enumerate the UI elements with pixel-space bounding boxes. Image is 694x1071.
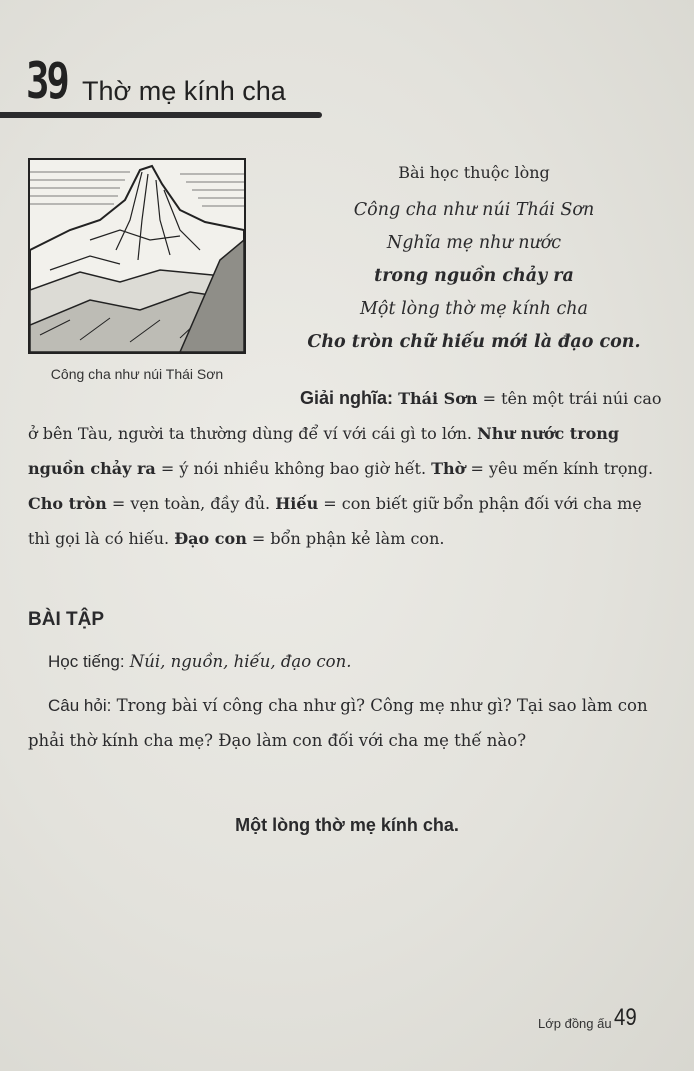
question-label: Câu hỏi: [48,696,112,715]
definition: = con biết giữ bổn phận đối với cha mẹ thì gọi là có hiếu. [28,494,642,548]
poem [268,163,680,359]
lesson-number: 39 [26,52,67,110]
learn-words [48,652,351,672]
term: Hiếu [275,494,319,513]
page-number: 49 [614,1004,637,1031]
question-paragraph [28,688,668,758]
definition: = bổn phận kẻ làm con. [246,529,445,548]
header-rule [0,112,322,118]
exercise-heading: BÀI TẬP [28,609,104,630]
definition: = yêu mến kính trọng. [465,459,654,478]
illustration-caption: Công cha như núi Thái Sơn [50,366,224,382]
poem-line: Cho tròn chữ hiếu mới là đạo con. [307,332,641,352]
poem-subtitle: Bài học thuộc lòng [398,163,550,182]
learn-words-text: Núi, nguồn, hiếu, đạo con. [124,652,352,671]
explanation-paragraph [28,381,668,556]
definition: = vẹn toàn, đầy đủ. [106,494,276,513]
definition: = tên một trái núi cao ở bên Tàu, người ta thường dùng để ví với cái gì to lớn. [28,389,662,443]
term: Như nước trong nguồn chảy ra [28,424,620,478]
poem-line: Công cha như núi Thái Sơn [353,200,595,220]
term: Đạo con [174,529,247,548]
closing-line: Một lòng thờ mẹ kính cha. [235,815,459,835]
poem-line: trong nguồn chảy ra [374,266,574,286]
lesson-title: Thờ mẹ kính cha [82,76,286,106]
learn-label: Học tiếng: [48,652,125,671]
term: Thái Sơn [398,389,478,408]
term: Cho tròn [28,494,107,513]
footer-label: Lớp đồng ấu [538,1016,612,1031]
term: Thờ [431,459,466,478]
explanation-label: Giải nghĩa: [300,388,394,408]
question-text: Trong bài ví công cha như gì? Công mẹ như gì? Tại sao làm con phải thờ kính cha mẹ? Đạo làm con đối với cha mẹ thế nào? [28,696,648,750]
definition: = ý nói nhiều không bao giờ hết. [155,459,432,478]
poem-line: Nghĩa mẹ như nước [386,233,562,253]
poem-line: Một lòng thờ mẹ kính cha [360,299,588,319]
mountain-illustration-icon [28,158,246,354]
